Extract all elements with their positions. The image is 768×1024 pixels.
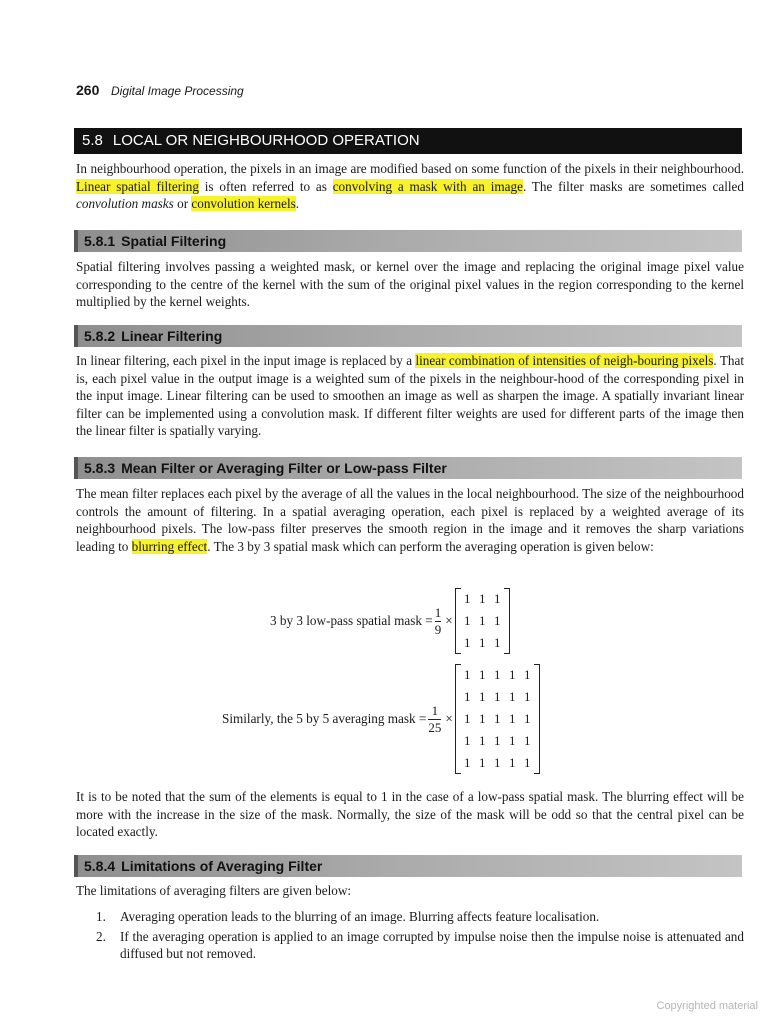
- mean-filter-paragraph: [76, 485, 744, 555]
- linear-filtering-paragraph: [76, 352, 744, 440]
- intro-text: or: [173, 196, 192, 212]
- highlight-convolving-mask: convolving a mask with an image: [332, 178, 523, 194]
- matrix-cell: 1: [479, 733, 486, 748]
- matrix-cell: 1: [479, 711, 486, 726]
- list-item-text: Averaging operation leads to the blurring of an image. Blurring affects feature localisation.: [120, 909, 600, 924]
- times-sign: ×: [445, 711, 453, 726]
- highlight-convolution-kernels: convolution kernels: [191, 196, 296, 212]
- subsection-heading-5-8-4: [74, 855, 742, 877]
- matrix-cell: 1: [494, 733, 501, 748]
- section-number: 5.8: [82, 132, 103, 149]
- matrix-cell: 1: [463, 591, 471, 606]
- matrix-cell: 1: [493, 591, 501, 606]
- subsection-heading-5-8-1: [74, 230, 742, 252]
- matrix-cell: 1: [478, 635, 486, 650]
- matrix-cell: 1: [494, 667, 501, 682]
- paragraph-text: . That is, each pixel value in the output image is a weighted sum of the pixels in the neighbour-hood of the corresponding pixel in the input image. Linear filtering can be used to smoothen an image as well as sharpen the image. A spatially invariant linear filter can be implemented using a convolution mask. If different filter weights are used for different parts of the image then the linear filter is spatially varying.: [76, 353, 744, 439]
- fraction-numerator: 1: [431, 702, 439, 718]
- matrix-cell: 1: [493, 613, 501, 628]
- subsection-number: 5.8.1: [84, 233, 116, 249]
- matrix-cell: 1: [479, 755, 486, 770]
- matrix-cell: 1: [464, 755, 471, 770]
- subsection-number: 5.8.3: [84, 460, 116, 476]
- list-item-number: 1.: [96, 909, 106, 924]
- matrix-cell: 1: [494, 689, 501, 704]
- matrix-cell: 1: [478, 591, 486, 606]
- subsection-title: Linear Filtering: [121, 328, 223, 344]
- matrix-row: [460, 664, 535, 686]
- list-item: [96, 928, 744, 963]
- matrix-cell: 1: [524, 689, 531, 704]
- page-header: [76, 82, 244, 98]
- subsection-title: Mean Filter or Averaging Filter or Low-pass Filter: [121, 460, 447, 476]
- section-heading: [74, 128, 742, 154]
- list-item-number: 2.: [96, 928, 106, 944]
- fraction-denominator: 25: [428, 719, 442, 735]
- subsection-heading-5-8-3: [74, 457, 742, 479]
- italic-convolution-masks: convolution masks: [76, 196, 174, 212]
- equation-5x5-mask: [222, 664, 540, 774]
- fraction-one-ninth: [435, 606, 442, 637]
- matrix-cell: 1: [463, 635, 471, 650]
- matrix-cell: 1: [524, 667, 531, 682]
- matrix-row: [460, 632, 505, 654]
- matrix-row: [460, 708, 535, 730]
- intro-paragraph: [76, 160, 744, 213]
- subsection-number: 5.8.2: [84, 328, 116, 344]
- matrix-cell: 1: [464, 711, 471, 726]
- highlight-blurring-effect: blurring effect: [131, 538, 208, 554]
- fraction-one-twentyfifth: [428, 704, 441, 735]
- matrix-cell: 1: [524, 711, 531, 726]
- matrix-cell: 1: [509, 755, 516, 770]
- subsection-heading-5-8-2: [74, 325, 742, 347]
- paragraph-text: . The 3 by 3 spatial mask which can perform the averaging operation is given below:: [207, 538, 654, 554]
- section-title: LOCAL OR NEIGHBOURHOOD OPERATION: [112, 132, 420, 149]
- highlight-linear-spatial-filtering: Linear spatial filtering: [76, 178, 199, 194]
- subsection-title: Limitations of Averaging Filter: [121, 858, 323, 874]
- paragraph-text: In linear filtering, each pixel in the input image is replaced by a: [76, 353, 416, 368]
- limitations-list: [96, 908, 744, 965]
- matrix-3x3: [455, 588, 510, 654]
- list-item-text: If the averaging operation is applied to an image corrupted by impulse noise then the impulse noise is attenuated and diffused but not removed.: [120, 928, 744, 962]
- matrix-cell: 1: [493, 635, 501, 650]
- matrix-cell: 1: [479, 667, 486, 682]
- matrix-row: [460, 752, 535, 774]
- intro-text: .: [295, 196, 300, 212]
- intro-text: is often referred to as: [198, 178, 333, 194]
- subsection-number: 5.8.4: [84, 858, 116, 874]
- matrix-cell: 1: [494, 711, 501, 726]
- intro-text: . The filter masks are sometimes called: [522, 178, 744, 194]
- matrix-cell: 1: [464, 667, 471, 682]
- highlight-linear-combination: linear combination of intensities of neigh-bouring pixels: [415, 353, 714, 368]
- paragraph-text: The mean filter replaces each pixel by the average of all the values in the local neighbourhood. The size of the neighbourhood controls the amount of filtering. In a spatial averaging operation, each pixel is replaced by a weighted average of its neighbourhood pixels. The low-pass filter preserves the smooth region in the image and it removes the sharp variations leading to: [76, 486, 744, 554]
- matrix-row: [460, 730, 535, 752]
- mask-note-paragraph: It is to be noted that the sum of the elements is equal to 1 in the case of a low-pass spatial mask. The blurring effect will be more with the increase in the size of the mask. Normally, the size of the mask will be odd so that the central pixel can be located exactly.: [76, 789, 744, 840]
- spatial-filtering-paragraph: Spatial filtering involves passing a weighted mask, or kernel over the image and replacing the original image pixel value corresponding to the centre of the kernel with the sum of the original pixel values in the region corresponding to the kernel multiplied by the kernel weights.: [76, 259, 744, 310]
- matrix-row: [460, 588, 505, 610]
- limitations-intro: The limitations of averaging filters are given below:: [76, 883, 352, 898]
- equation-label: 3 by 3 low-pass spatial mask =: [270, 613, 433, 628]
- subsection-title: Spatial Filtering: [121, 233, 227, 249]
- matrix-cell: 1: [509, 733, 516, 748]
- matrix-5x5: [455, 664, 540, 774]
- equation-label: Similarly, the 5 by 5 averaging mask =: [222, 711, 427, 726]
- matrix-cell: 1: [494, 755, 501, 770]
- times-sign: ×: [445, 613, 453, 628]
- watermark: Copyrighted material: [656, 1000, 758, 1012]
- matrix-cell: 1: [524, 733, 531, 748]
- matrix-row: [460, 610, 505, 632]
- matrix-cell: 1: [478, 613, 486, 628]
- matrix-cell: 1: [509, 667, 516, 682]
- fraction-denominator: 9: [434, 621, 442, 637]
- matrix-cell: 1: [464, 689, 471, 704]
- matrix-cell: 1: [509, 711, 516, 726]
- matrix-cell: 1: [524, 755, 531, 770]
- list-item: [96, 908, 744, 926]
- page-number: 260: [76, 82, 100, 98]
- equation-3x3-mask: [270, 588, 510, 654]
- book-title: Digital Image Processing: [110, 84, 244, 98]
- matrix-cell: 1: [463, 613, 471, 628]
- fraction-numerator: 1: [434, 604, 442, 620]
- intro-text: In neighbourhood operation, the pixels in an image are modified based on some function of the pixels in their neighbourhood.: [76, 161, 744, 176]
- matrix-cell: 1: [479, 689, 486, 704]
- matrix-row: [460, 686, 535, 708]
- matrix-cell: 1: [464, 733, 471, 748]
- matrix-cell: 1: [509, 689, 516, 704]
